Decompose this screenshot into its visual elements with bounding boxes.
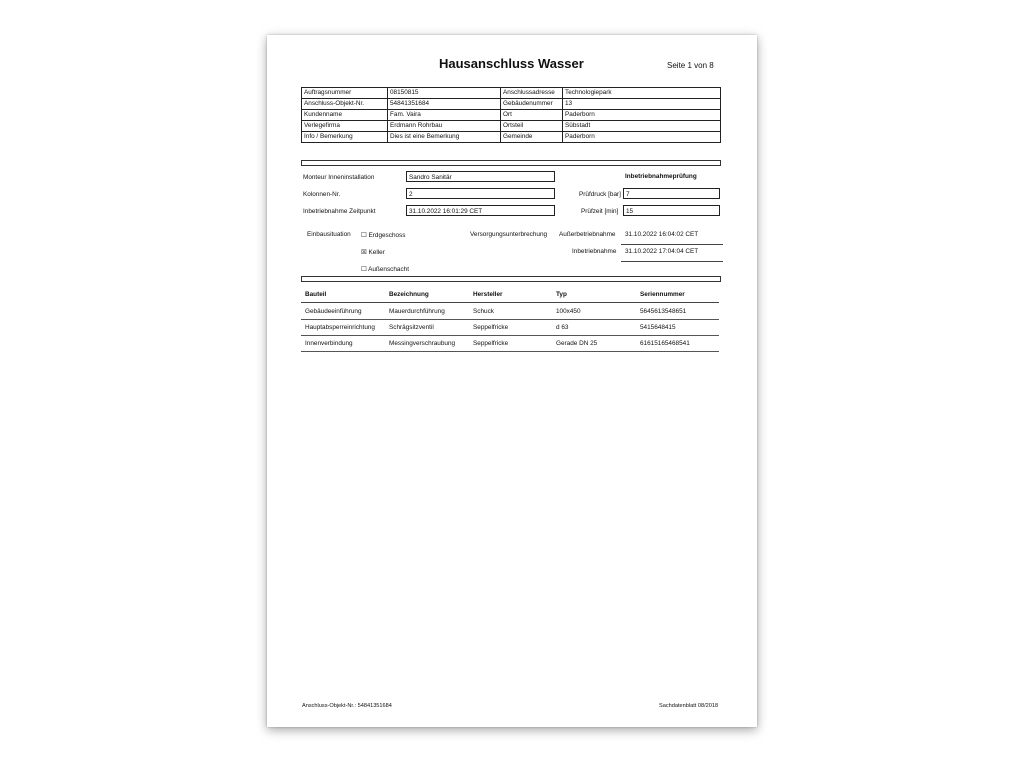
cell-bezeichnung: Messingverschraubung [389, 340, 456, 347]
cell-label: Kundenname [302, 110, 388, 121]
footer-object-number: Anschluss-Objekt-Nr.: 54841351684 [302, 703, 392, 709]
pruefung-heading: Inbetriebnahmeprüfung [625, 173, 697, 180]
cell-bauteil: Innenverbindung [305, 340, 353, 347]
cell-label: Auftragsnummer [302, 88, 388, 99]
cell-hersteller: Seppelfricke [473, 340, 509, 347]
zeitpunkt-field: 31.10.2022 16:01:29 CET [406, 205, 555, 216]
option-erdgeschoss: ☐ Erdgeschoss [361, 232, 406, 239]
inbetrieb-label: Inbetriebnahme [572, 248, 617, 255]
einbau-label: Einbausituation [307, 231, 351, 238]
pruefzeit-label: Prüfzeit [min] [581, 208, 619, 215]
table-row [302, 121, 721, 132]
page-number: Seite 1 von 8 [667, 61, 714, 70]
pruefzeit-field: 15 [623, 205, 720, 216]
inbetrieb-value: 31.10.2022 17:04:04 CET [621, 248, 723, 262]
document-page [267, 35, 757, 727]
cell-value: Technologiepark [563, 88, 721, 99]
cell-bauteil: Gebäudeeinführung [305, 308, 362, 315]
document-title: Hausanschluss Wasser [439, 56, 584, 71]
header-typ: Typ [556, 291, 567, 298]
pruefdruck-field: 7 [623, 188, 720, 199]
cell-seriennummer: 5645613548651 [640, 308, 687, 315]
ausser-value: 31.10.2022 16:04:02 CET [621, 231, 723, 245]
cell-label: Ortsteil [501, 121, 563, 132]
table-row [301, 337, 719, 352]
cell-label: Gebäudenummer [501, 99, 563, 110]
option-keller: ☒ Keller [361, 249, 385, 256]
versorgung-label: Versorgungsunterbrechung [470, 231, 548, 238]
cell-seriennummer: 61615165468541 [640, 340, 690, 347]
table-row [301, 305, 719, 320]
table-row [301, 321, 719, 336]
table-row [302, 88, 721, 99]
order-info-table [301, 87, 721, 143]
footer-form-id: Sachdatenblatt 08/2018 [659, 703, 719, 709]
section-divider [301, 160, 721, 166]
section-divider [301, 276, 721, 282]
kolonnen-field: 2 [406, 188, 555, 199]
cell-value: Erdmann Rohrbau [388, 121, 501, 132]
cell-value: Fam. Vaira [388, 110, 501, 121]
cell-bauteil: Hauptabsperreinrichtung [305, 324, 375, 331]
cell-label: Verlegefirma [302, 121, 388, 132]
table-row [302, 132, 721, 143]
cell-value: 13 [563, 99, 721, 110]
header-seriennummer: Seriennummer [640, 291, 685, 298]
header-bauteil: Bauteil [305, 291, 327, 298]
cell-value: 54841351684 [388, 99, 501, 110]
cell-label: Info / Bemerkung [302, 132, 388, 143]
cell-label: Anschluss-Objekt-Nr. [302, 99, 388, 110]
cell-value: Dies ist eine Bemerkung [388, 132, 501, 143]
cell-hersteller: Schuck [473, 308, 494, 315]
table-row [302, 110, 721, 121]
cell-value: Sübstadt [563, 121, 721, 132]
header-hersteller: Hersteller [473, 291, 503, 298]
header-bezeichnung: Bezeichnung [389, 291, 429, 298]
ausser-label: Außerbetriebnahme [559, 231, 616, 238]
cell-label: Ort [501, 110, 563, 121]
cell-value: Paderborn [563, 132, 721, 143]
parts-table-header [301, 288, 719, 303]
cell-bezeichnung: Mauerdurchführung [389, 308, 445, 315]
zeitpunkt-label: Inbetriebnahme Zeitpunkt [303, 208, 376, 215]
monteur-field: Sandro Sanitär [406, 171, 555, 182]
cell-label: Anschlussadresse [501, 88, 563, 99]
cell-typ: Gerade DN 25 [556, 340, 598, 347]
cell-value: 08150815 [388, 88, 501, 99]
kolonnen-label: Kolonnen-Nr. [303, 191, 341, 198]
table-row [302, 99, 721, 110]
cell-typ: 100x450 [556, 308, 581, 315]
cell-label: Gemeinde [501, 132, 563, 143]
cell-seriennummer: 5415648415 [640, 324, 676, 331]
pruefdruck-label: Prüfdruck [bar] [579, 191, 621, 198]
cell-hersteller: Seppelfricke [473, 324, 509, 331]
cell-typ: d 63 [556, 324, 569, 331]
monteur-label: Monteur Inneninstallation [303, 174, 375, 181]
cell-bezeichnung: Schrägsitzventil [389, 324, 434, 331]
option-aussenschacht: ☐ Außenschacht [361, 266, 410, 273]
cell-value: Paderborn [563, 110, 721, 121]
